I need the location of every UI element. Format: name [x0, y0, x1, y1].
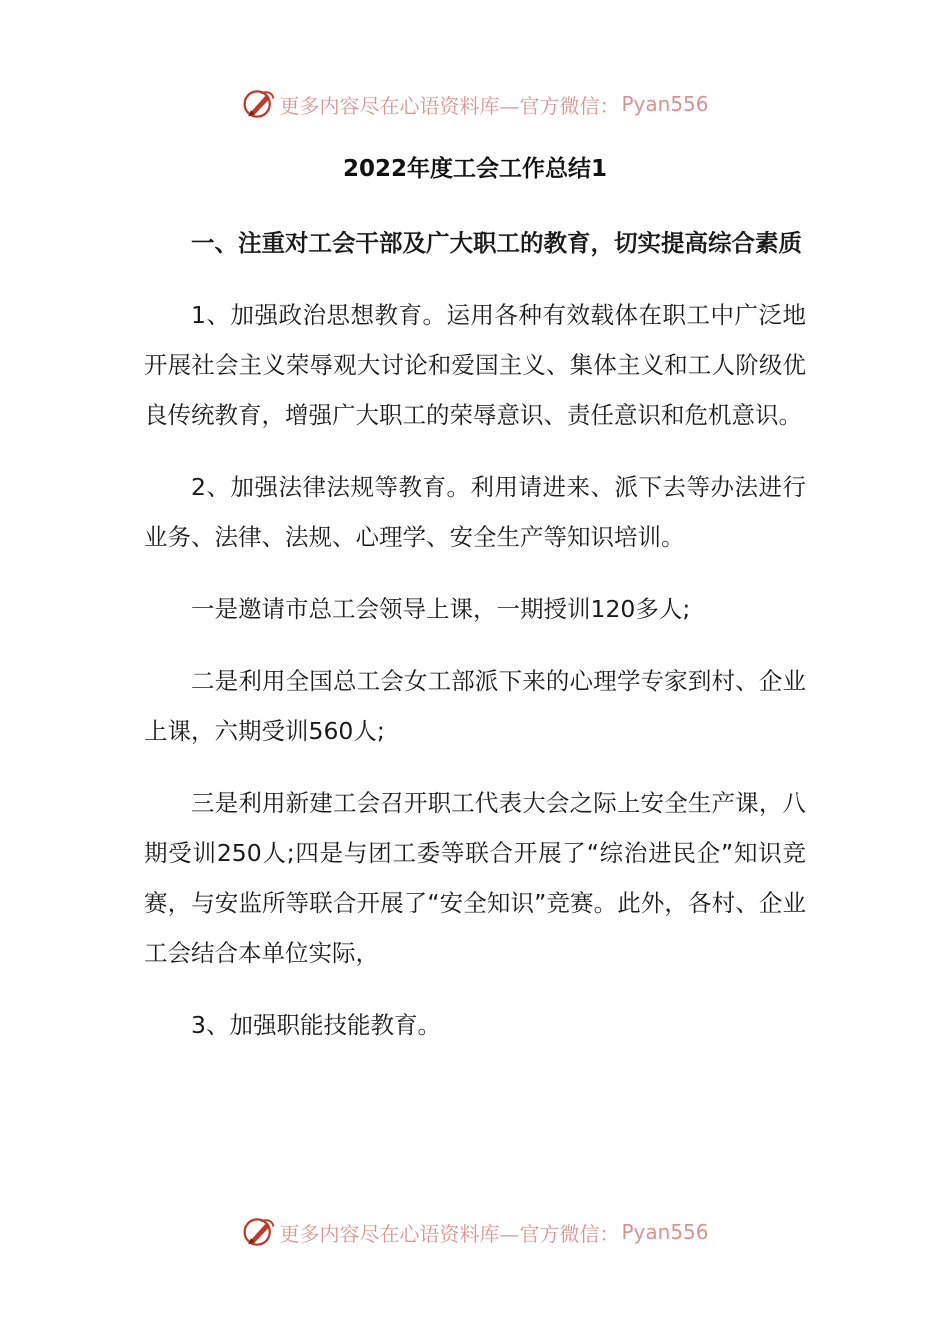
pen-logo-icon	[241, 1214, 277, 1250]
footer-banner	[0, 1210, 950, 1254]
pen-logo-icon	[241, 86, 277, 122]
document-body	[144, 218, 806, 1072]
header-banner	[0, 82, 950, 126]
banner-text: 更多内容尽在心语资料库—官方微信：	[279, 1221, 620, 1246]
paragraph: 一是邀请市总工会领导上课，一期授训120多人;	[191, 595, 691, 623]
paragraph: 3、加强职能技能教育。	[191, 1011, 441, 1039]
wechat-id: Pyan556	[621, 92, 709, 116]
paragraph: 1、加强政治思想教育。运用各种有效载体在职工中广泛地开展社会主义荣辱观大讨论和爱国主义、集体主义和工人阶级优良传统教育，增强广大职工的荣辱意识、责任意识和危机意识。	[144, 301, 806, 429]
banner-text: 更多内容尽在心语资料库—官方微信：	[279, 93, 620, 118]
wechat-id: Pyan556	[621, 1220, 709, 1244]
paragraph: 二是利用全国总工会女工部派下来的心理学专家到村、企业上课，六期受训560人;	[144, 667, 806, 745]
section-heading: 一、注重对工会干部及广大职工的教育，切实提高综合素质	[191, 229, 802, 257]
paragraph: 三是利用新建工会召开职工代表大会之际上安全生产课，八期受训250人;四是与团工委等联合开展了“综治进民企”知识竞赛，与安监所等联合开展了“安全知识”竞赛。此外，各村、企业工会结合本单位实际，	[144, 789, 806, 967]
paragraph: 2、加强法律法规等教育。利用请进来、派下去等办法进行业务、法律、法规、心理学、安全生产等知识培训。	[144, 473, 806, 551]
document-title: 2022年度工会工作总结1	[342, 156, 608, 182]
